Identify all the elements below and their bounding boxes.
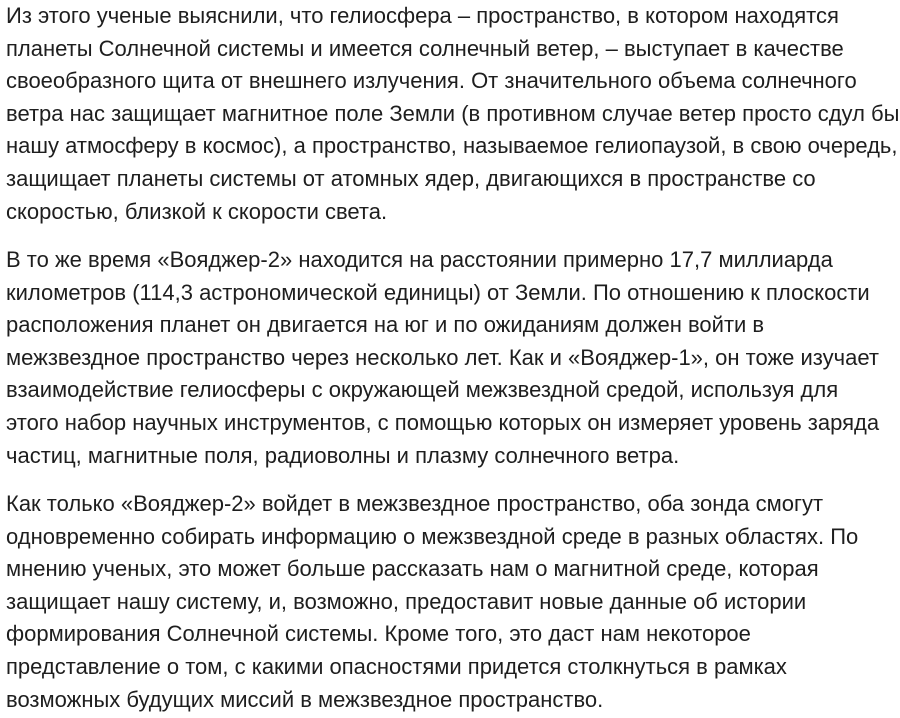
text-line: В то же время «Вояджер-2» находится на расстоянии примерно 17,7 миллиарда: [6, 247, 833, 272]
text-line: планеты Солнечной системы и имеется солнечный ветер, – выступает в качестве: [6, 35, 844, 61]
paragraph-voyager-2-location: [6, 244, 879, 472]
text-line: Из этого ученые выяснили, что гелиосфера – пространство, в котором находятся: [6, 3, 839, 28]
text-line: частиц, магнитные поля, радиоволны и плазму солнечного ветра.: [6, 442, 680, 468]
text-line: защищает нашу систему, и, возможно, предоставит новые данные об истории: [6, 588, 807, 614]
text-line: нашу атмосферу в космос), а пространство, называемое гелиопаузой, в свою очередь,: [6, 133, 898, 159]
text-line: скоростью, близкой к скорости света.: [6, 198, 388, 224]
text-line: возможных будущих миссий в межзвездное пространство.: [6, 686, 604, 712]
text-line: километров (114,3 астрономической единицы) от Земли. По отношению к плоскости: [6, 279, 870, 305]
text-line: мнению ученых, это может больше рассказать нам о магнитной среде, которая: [6, 556, 819, 582]
text-line: этого набор научных инструментов, с помощью которых он измеряет уровень заряда: [6, 409, 880, 435]
text-line: формирования Солнечной системы. Кроме того, это даст нам некоторое: [6, 621, 751, 647]
text-line: расположения планет он двигается на юг и по ожиданиям должен войти в: [6, 312, 765, 338]
text-line: своеобразного щита от внешнего излучения. От значительного объема солнечного: [6, 68, 857, 94]
paragraph-interstellar-entry: [6, 488, 858, 716]
text-line: одновременно собирать информацию о межзвездной среде в разных областях. По: [6, 523, 859, 549]
paragraph-heliosphere: [6, 0, 899, 228]
text-line: межзвездное пространство через несколько лет. Как и «Вояджер-1», он тоже изучает: [6, 344, 879, 370]
text-line: Как только «Вояджер-2» войдет в межзвездное пространство, оба зонда смогут: [6, 491, 824, 516]
text-line: защищает планеты системы от атомных ядер, двигающихся в пространстве со: [6, 165, 816, 191]
text-line: ветра нас защищает магнитное поле Земли (в противном случае ветер просто сдул бы: [6, 100, 900, 126]
text-line: взаимодействие гелиосферы с окружающей межзвездной средой, используя для: [6, 377, 839, 403]
text-line: представление о том, с какими опасностями придется столкнуться в рамках: [6, 653, 787, 679]
